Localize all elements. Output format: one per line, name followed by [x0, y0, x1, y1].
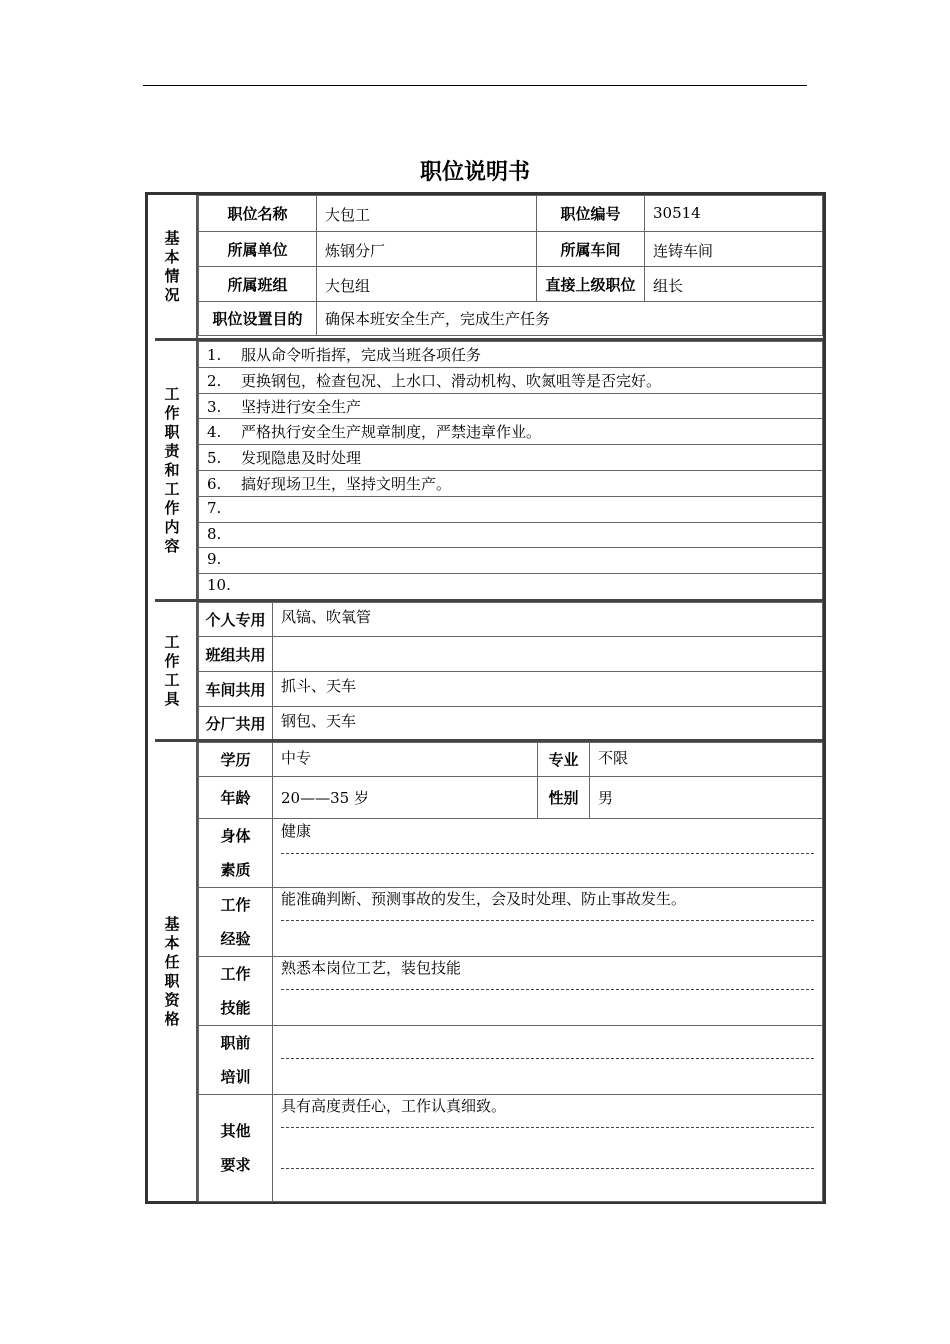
page-title: 职位说明书	[419, 160, 530, 185]
label-position-name: 职位名称	[199, 196, 317, 232]
duty-number: 9.	[207, 550, 222, 569]
duty-text: 服从命令听指挥，完成当班各项任务	[241, 346, 482, 364]
value-workshop: 连铸车间	[645, 232, 823, 267]
label-skills: 工作 技能	[199, 957, 273, 1026]
section-duties	[148, 341, 823, 599]
value-factory-tools: 钢包、天车	[273, 707, 823, 740]
label-other: 其他 要求	[199, 1095, 273, 1202]
duty-number: 5.	[207, 449, 222, 468]
duties-table	[198, 341, 823, 600]
value-education: 中专	[273, 743, 538, 777]
value-gender: 男	[590, 777, 823, 819]
value-workshop-tools: 抓斗、天车	[273, 672, 823, 707]
section-label: 工作工具	[148, 602, 198, 739]
section-label: 基本情况	[148, 195, 198, 338]
label-unit: 所属单位	[199, 232, 317, 267]
value-training	[281, 1026, 814, 1059]
duty-row	[199, 393, 823, 419]
duty-number: 6.	[207, 474, 222, 493]
value-position-name: 大包工	[317, 196, 537, 232]
section-label: 工作职责和工作内容	[148, 341, 198, 599]
duty-number: 1.	[207, 346, 222, 364]
value-unit: 炼钢分厂	[317, 232, 537, 267]
label-personal-tools: 个人专用	[199, 603, 273, 637]
duty-row	[199, 496, 823, 522]
value-physique: 健康	[281, 819, 814, 854]
label-education: 学历	[199, 743, 273, 777]
duty-row	[199, 419, 823, 445]
duty-text: 更换钢包，检查包况、上水口、滑动机构、吹氮咀等是否完好。	[241, 371, 662, 390]
section-label: 基本 任职资格	[148, 742, 198, 1201]
label-experience: 工作 经验	[199, 888, 273, 957]
label-gender: 性别	[538, 777, 590, 819]
duty-row	[199, 522, 823, 548]
value-team: 大包组	[317, 267, 537, 302]
basic-info-table	[198, 195, 823, 336]
duty-row	[199, 574, 823, 600]
label-workshop: 所属车间	[537, 232, 645, 267]
duty-number: 4.	[207, 423, 222, 442]
value-major: 不限	[590, 743, 823, 777]
label-major: 专业	[538, 743, 590, 777]
value-team-tools	[273, 637, 823, 672]
label-workshop-tools: 车间共用	[199, 672, 273, 707]
header-rule	[143, 85, 807, 86]
value-age: 20——35 岁	[273, 777, 538, 819]
duty-number: 3.	[207, 397, 222, 416]
label-purpose: 职位设置目的	[199, 302, 317, 336]
section-tools	[148, 602, 823, 739]
label-supervisor: 直接上级职位	[537, 267, 645, 302]
section-qualifications	[148, 742, 823, 1201]
value-supervisor: 组长	[645, 267, 823, 302]
label-team-tools: 班组共用	[199, 637, 273, 672]
label-team: 所属班组	[199, 267, 317, 302]
label-position-code: 职位编号	[537, 196, 645, 232]
duty-text: 严格执行安全生产规章制度，严禁违章作业。	[241, 423, 542, 442]
blank-line	[281, 1128, 814, 1169]
value-purpose: 确保本班安全生产，完成生产任务	[317, 302, 823, 336]
value-skills: 熟悉本岗位工艺，装包技能	[281, 957, 814, 990]
duty-number: 7.	[207, 498, 222, 517]
label-training: 职前 培训	[199, 1026, 273, 1095]
label-age: 年龄	[199, 777, 273, 819]
duty-number: 10.	[207, 576, 231, 595]
duty-number: 2.	[207, 371, 222, 390]
duty-text: 坚持进行安全生产	[241, 397, 362, 416]
label-factory-tools: 分厂共用	[199, 707, 273, 740]
duty-text: 发现隐患及时处理	[241, 449, 362, 468]
duty-row	[199, 342, 823, 368]
qualifications-table	[198, 742, 823, 1202]
section-basic-info	[148, 195, 823, 338]
value-experience: 能准确判断、预测事故的发生，会及时处理、防止事故发生。	[281, 888, 814, 921]
value-other: 具有高度责任心，工作认真细致。	[281, 1095, 814, 1128]
duty-number: 8.	[207, 524, 222, 543]
duty-row	[199, 548, 823, 574]
tools-table	[198, 602, 823, 740]
value-position-code: 30514	[645, 196, 823, 232]
job-description-form	[145, 192, 826, 1204]
duty-text: 搞好现场卫生，坚持文明生产。	[241, 474, 452, 493]
duty-row	[199, 470, 823, 496]
label-physique: 身体 素质	[199, 819, 273, 888]
duty-row	[199, 445, 823, 471]
value-personal-tools: 风镐、吹氧管	[273, 603, 823, 637]
duty-row	[199, 367, 823, 393]
